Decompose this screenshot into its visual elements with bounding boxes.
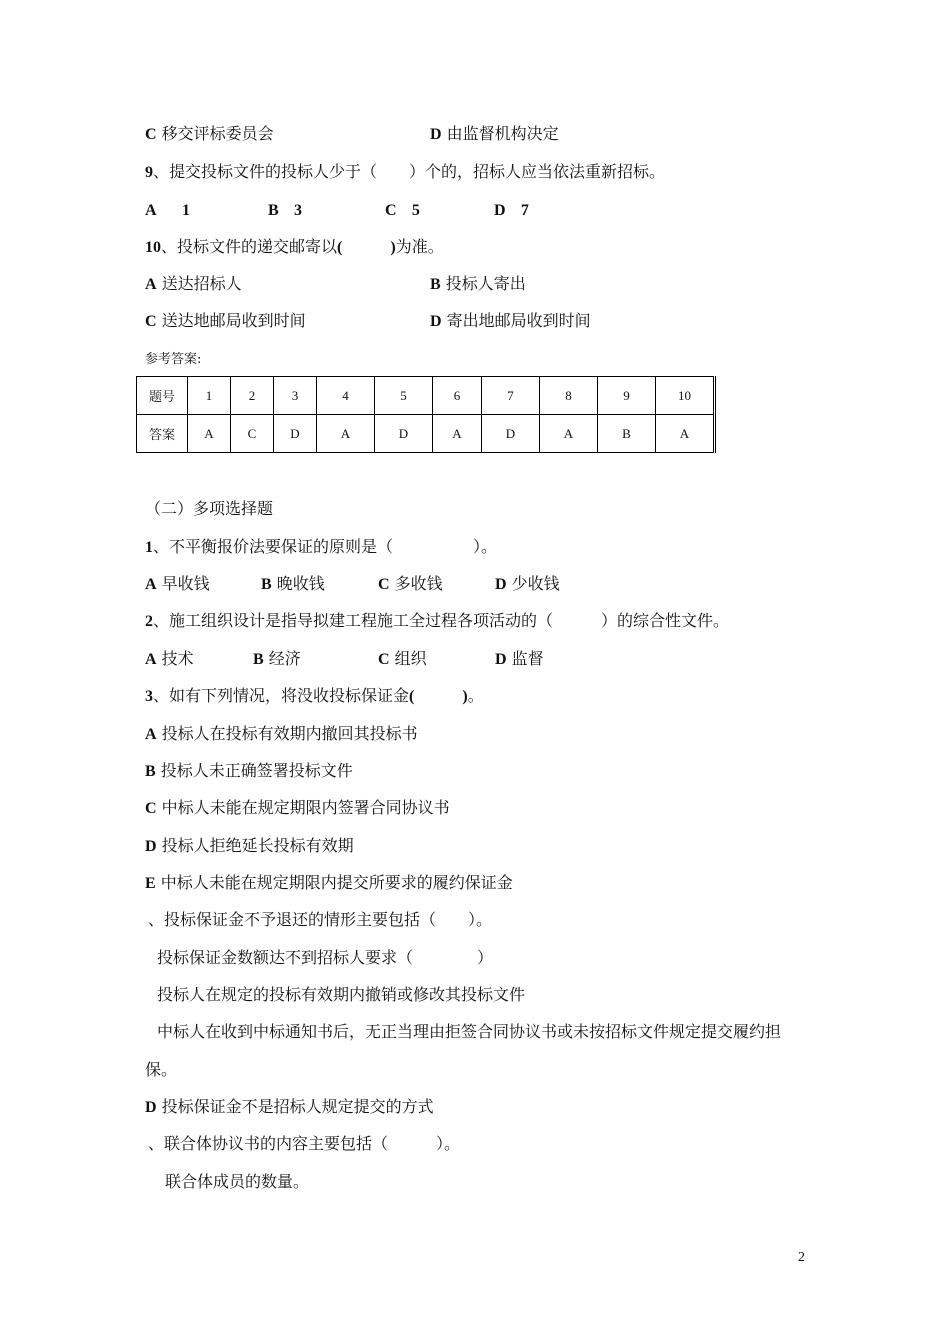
- option-letter: A: [145, 651, 157, 668]
- table-cell: 1: [188, 377, 231, 415]
- option-text: 晚收钱: [276, 574, 325, 593]
- option-letter: B: [253, 651, 264, 668]
- table-cell: 9: [598, 377, 656, 415]
- table-cell: 4: [317, 377, 375, 415]
- option-text: 早收钱: [161, 574, 210, 593]
- option-text: 由监督机构决定: [446, 124, 559, 143]
- mq1-option-c: [378, 573, 443, 596]
- option-text: 少收钱: [511, 574, 560, 593]
- mq3-option-e: [145, 872, 513, 895]
- table-cell: 2: [231, 377, 274, 415]
- answer-blank: ( ): [337, 239, 396, 256]
- option-value: 1: [182, 202, 190, 219]
- table-cell: D: [375, 415, 433, 453]
- option-text: 投标人拒绝延长投标有效期: [161, 836, 354, 855]
- mq3-option-b: [145, 760, 353, 783]
- mq1-option-a: [145, 573, 210, 596]
- row-header: 题号: [137, 377, 188, 415]
- option-letter: A: [145, 576, 157, 593]
- option-letter: B: [145, 763, 156, 780]
- option-text: 送达地邮局收到时间: [161, 311, 306, 330]
- question-text: 、投标文件的递交邮寄以: [161, 237, 338, 256]
- question-text-end: 。: [467, 686, 484, 705]
- mq4-option-b: 投标人在规定的投标有效期内撤销或修改其投标文件: [157, 985, 526, 1004]
- option-text: 组织: [394, 649, 427, 668]
- table-cell: A: [188, 415, 231, 453]
- mq-5: 、联合体协议书的内容主要包括（ ）。: [148, 1134, 461, 1153]
- mq-2: [145, 610, 729, 633]
- q8-option-c: [145, 123, 274, 146]
- option-text: 投标人未正确签署投标文件: [160, 761, 353, 780]
- table-cell: A: [317, 415, 375, 453]
- mq4-option-c: 中标人在收到中标通知书后，无正当理由拒签合同协议书或未按招标文件规定提交履约担: [157, 1022, 782, 1041]
- option-text: 投标保证金不是招标人规定提交的方式: [161, 1097, 434, 1116]
- q10-option-b: [430, 273, 526, 296]
- question-text: 、施工组织设计是指导拟建工程施工全过程各项活动的（ ）的综合性文件。: [153, 611, 730, 630]
- question-number: 9: [145, 164, 153, 181]
- table-cell: C: [231, 415, 274, 453]
- mq3-option-a: [145, 723, 418, 746]
- question-text: 、提交投标文件的投标人少于（ ）个的，招标人应当依法重新招标。: [153, 162, 666, 181]
- mq2-option-b: [253, 648, 301, 671]
- mq4-option-a: 投标保证金数额达不到招标人要求（ ）: [157, 948, 494, 967]
- option-letter: A: [145, 276, 157, 293]
- question-text: 、不平衡报价法要保证的原则是（ ）。: [153, 537, 498, 556]
- option-text: 移交评标委员会: [161, 124, 274, 143]
- table-cell: 6: [433, 377, 482, 415]
- mq5-option-a: 联合体成员的数量。: [165, 1172, 310, 1191]
- option-letter: C: [145, 800, 157, 817]
- q9-option-d: [494, 199, 529, 222]
- option-text: 技术: [161, 649, 194, 668]
- row-header: 答案: [137, 415, 188, 453]
- option-text: 中标人未能在规定期限内签署合同协议书: [161, 798, 450, 817]
- option-letter: D: [495, 651, 507, 668]
- mq3-option-c: [145, 797, 450, 820]
- table-cell: 7: [482, 377, 540, 415]
- page-number: 2: [798, 1250, 805, 1265]
- table-cell: 5: [375, 377, 433, 415]
- option-text: 寄出地邮局收到时间: [446, 311, 591, 330]
- table-cell: 10: [656, 377, 715, 415]
- option-letter: D: [495, 576, 507, 593]
- option-text: 投标人寄出: [445, 274, 526, 293]
- table-cell: A: [656, 415, 715, 453]
- option-letter: B: [268, 202, 279, 219]
- option-letter: C: [385, 202, 397, 219]
- question-10: [145, 236, 444, 259]
- option-text: 多收钱: [394, 574, 443, 593]
- section-title: （二）多项选择题: [145, 499, 274, 518]
- option-text: 中标人未能在规定期限内提交所要求的履约保证金: [160, 873, 513, 892]
- option-letter: D: [145, 1099, 157, 1116]
- table-row: [137, 415, 715, 453]
- mq2-option-d: [495, 648, 544, 671]
- table-cell: A: [540, 415, 598, 453]
- option-letter: C: [378, 651, 390, 668]
- question-text: 、如有下列情况，将没收投标保证金: [153, 686, 410, 705]
- question-number: 3: [145, 688, 153, 705]
- option-letter: B: [430, 276, 441, 293]
- option-letter: D: [430, 126, 442, 143]
- option-letter: A: [145, 202, 157, 219]
- option-value: 5: [411, 202, 420, 219]
- q10-option-a: [145, 273, 242, 296]
- mq2-option-c: [378, 648, 427, 671]
- table-cell: B: [598, 415, 656, 453]
- mq-4: 、投标保证金不予退还的情形主要包括（ ）。: [148, 910, 493, 929]
- table-row: [137, 377, 715, 415]
- mq1-option-b: [261, 573, 325, 596]
- option-letter: D: [430, 313, 442, 330]
- mq-3: [145, 685, 484, 708]
- table-cell: D: [482, 415, 540, 453]
- table-cell: 8: [540, 377, 598, 415]
- mq1-option-d: [495, 573, 560, 596]
- table-cell: A: [433, 415, 482, 453]
- option-value: 3: [293, 202, 302, 219]
- mq-1: [145, 536, 497, 559]
- option-text: 送达招标人: [161, 274, 242, 293]
- option-letter: C: [145, 126, 157, 143]
- q9-option-c: [385, 199, 420, 222]
- option-letter: C: [145, 313, 157, 330]
- option-letter: D: [494, 202, 506, 219]
- option-letter: B: [261, 576, 272, 593]
- option-letter: A: [145, 726, 157, 743]
- answer-blank: ( ): [409, 688, 468, 705]
- mq4-option-d: [145, 1096, 434, 1119]
- question-number: 10: [145, 239, 161, 256]
- table-cell: 3: [274, 377, 317, 415]
- option-letter: E: [145, 875, 156, 892]
- option-letter: C: [378, 576, 390, 593]
- question-number: 1: [145, 539, 153, 556]
- question-9: [145, 161, 665, 184]
- table-cell: D: [274, 415, 317, 453]
- answer-table: [136, 376, 716, 453]
- q9-option-b: [268, 199, 302, 222]
- option-letter: D: [145, 838, 157, 855]
- option-value: 7: [520, 202, 529, 219]
- q10-option-d: [430, 310, 591, 333]
- q9-option-a: [145, 199, 190, 222]
- question-text-end: 为准。: [395, 237, 444, 256]
- mq2-option-a: [145, 648, 194, 671]
- q10-option-c: [145, 310, 306, 333]
- mq4-option-c-cont: 保。: [145, 1060, 178, 1079]
- question-number: 2: [145, 613, 153, 630]
- option-text: 投标人在投标有效期内撤回其投标书: [161, 724, 418, 743]
- answer-caption: 参考答案:: [145, 352, 202, 367]
- option-text: 经济: [268, 649, 301, 668]
- option-text: 监督: [511, 649, 544, 668]
- mq3-option-d: [145, 835, 354, 858]
- q8-option-d: [430, 123, 559, 146]
